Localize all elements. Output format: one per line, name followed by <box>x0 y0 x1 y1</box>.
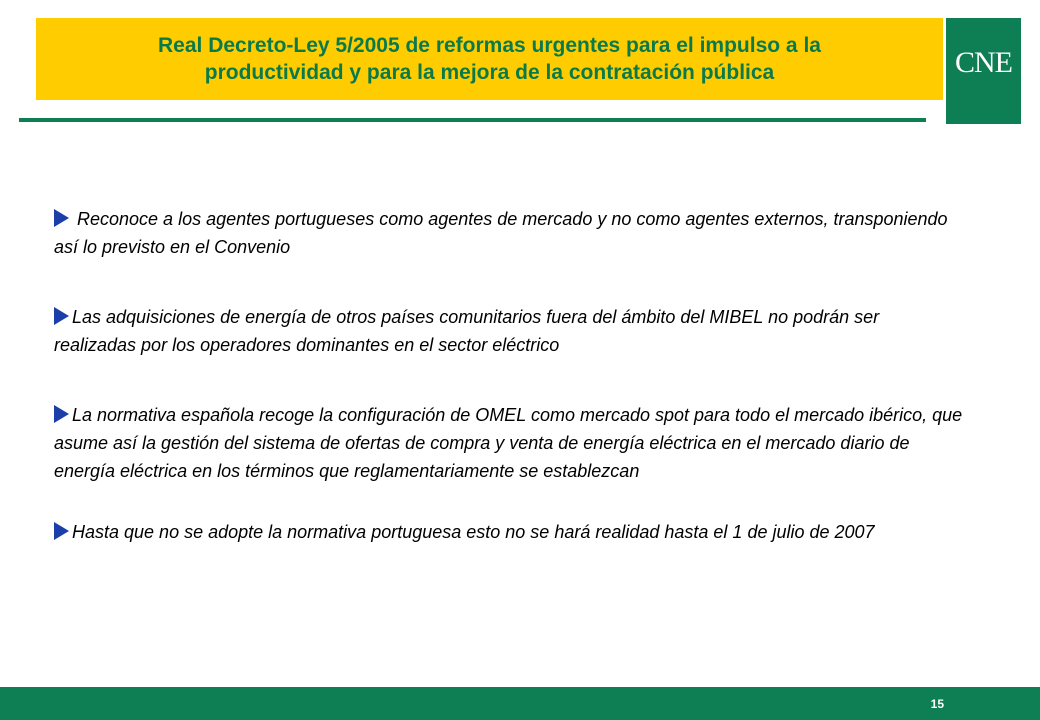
bullet-item <box>54 518 964 546</box>
bullet-item <box>54 303 964 359</box>
bullet-item <box>54 205 964 261</box>
bullet-text: Las adquisiciones de energía de otros países comunitarios fuera del ámbito del MIBEL no podrán ser realizadas por los operadores dominantes en el sector eléctrico <box>54 307 880 355</box>
page-number: 15 <box>930 697 944 711</box>
title-banner <box>36 18 943 100</box>
title-line-1: Real Decreto-Ley 5/2005 de reformas urgentes para el impulso a la <box>158 34 821 57</box>
bullet-item <box>54 401 964 485</box>
title-divider <box>19 118 926 122</box>
arrow-right-icon <box>54 209 69 227</box>
bullet-text: Hasta que no se adopte la normativa portuguesa esto no se hará realidad hasta el 1 de julio de 2007 <box>72 522 875 542</box>
arrow-right-icon <box>54 522 69 540</box>
arrow-right-icon <box>54 307 69 325</box>
arrow-right-icon <box>54 405 69 423</box>
logo-text: CNE <box>955 46 1012 79</box>
title-line-2: productividad y para la mejora de la contratación pública <box>204 61 775 84</box>
bullet-text: Reconoce a los agentes portugueses como agentes de mercado y no como agentes externos, transponiendo así lo previsto en el Convenio <box>54 209 948 257</box>
footer-bar <box>0 687 1040 720</box>
cne-logo <box>946 18 1021 124</box>
bullet-text: La normativa española recoge la configuración de OMEL como mercado spot para todo el mercado ibérico, que asume así la gestión del sistema de ofertas de compra y venta de energía eléctrica en el mercado diario de energía eléctrica en los términos que reglamentariamente se establezcan <box>54 405 963 481</box>
